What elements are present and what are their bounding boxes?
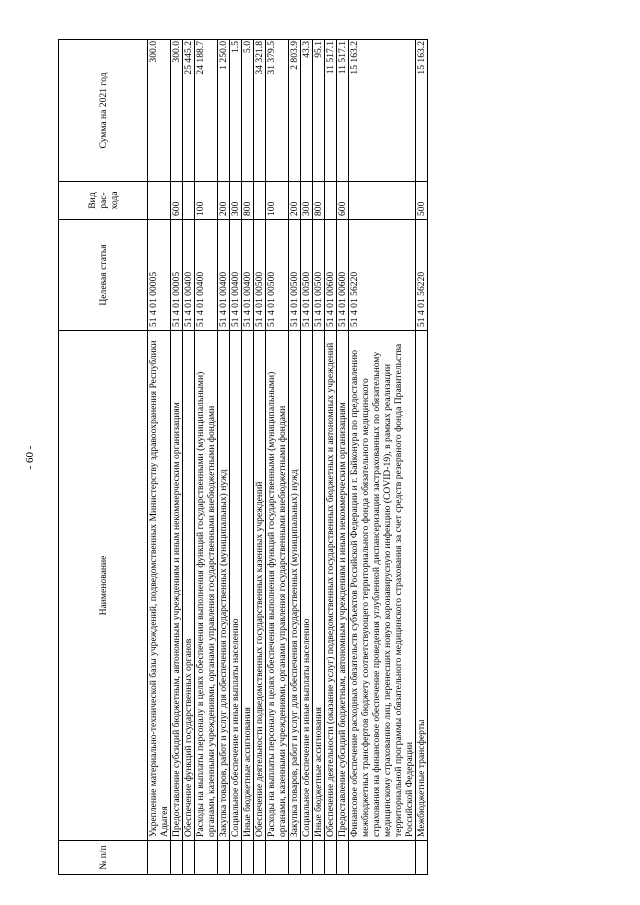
row-code: 51 4 01 00400 bbox=[195, 220, 218, 331]
row-vr bbox=[254, 182, 266, 220]
row-code: 51 4 01 56220 bbox=[349, 220, 416, 331]
header-num: № п/п bbox=[59, 841, 148, 875]
row-vr: 100 bbox=[195, 182, 218, 220]
table-row bbox=[416, 40, 428, 875]
row-name: Социальное обеспечение и иные выплаты населению bbox=[301, 331, 313, 841]
row-sum: 25 445.2 bbox=[183, 40, 195, 182]
row-code: 51 4 01 00500 bbox=[313, 220, 325, 331]
row-num bbox=[230, 841, 242, 875]
header-sum: Сумма на 2021 год bbox=[59, 40, 148, 182]
row-sum: 24 188.7 bbox=[195, 40, 218, 182]
row-name: Обеспечение деятельности (оказание услуг) подведомственных государственных бюджетных и автономных учреждений bbox=[325, 331, 337, 841]
row-name: Предоставление субсидий бюджетным, автономным учреждениям и иным некоммерческим организациям bbox=[337, 331, 349, 841]
row-name: Обеспечение функций государственных органов bbox=[183, 331, 195, 841]
row-name: Расходы на выплаты персоналу в целях обеспечения выполнения функций государственными (муниципальными) органами, казенными учреждениями, органами управления государственными внебюджетными фондами bbox=[266, 331, 289, 841]
table-row bbox=[195, 40, 218, 875]
row-code: 51 4 01 00500 bbox=[289, 220, 301, 331]
row-name: Закупка товаров, работ и услуг для обеспечения государственных (муниципальных) нужд bbox=[289, 331, 301, 841]
row-vr bbox=[325, 182, 337, 220]
row-sum: 300.0 bbox=[148, 40, 171, 182]
row-code: 51 4 01 00005 bbox=[171, 220, 183, 331]
table-row bbox=[266, 40, 289, 875]
row-num bbox=[301, 841, 313, 875]
rotated-page bbox=[20, 40, 620, 875]
row-sum: 1.5 bbox=[230, 40, 242, 182]
row-name: Иные бюджетные ассигнования bbox=[313, 331, 325, 841]
row-vr: 100 bbox=[266, 182, 289, 220]
row-num bbox=[266, 841, 289, 875]
row-code: 51 4 01 00600 bbox=[325, 220, 337, 331]
row-vr: 200 bbox=[218, 182, 230, 220]
table-row bbox=[289, 40, 301, 875]
table-row bbox=[183, 40, 195, 875]
row-vr: 800 bbox=[242, 182, 254, 220]
table-row bbox=[349, 40, 416, 875]
table-row bbox=[148, 40, 171, 875]
row-vr: 300 bbox=[301, 182, 313, 220]
row-code: 51 4 01 00400 bbox=[242, 220, 254, 331]
row-num bbox=[349, 841, 416, 875]
row-num bbox=[183, 841, 195, 875]
row-vr: 300 bbox=[230, 182, 242, 220]
row-sum: 2 803.9 bbox=[289, 40, 301, 182]
row-name: Иные бюджетные ассигнования bbox=[242, 331, 254, 841]
header-name: Наименование bbox=[59, 331, 148, 841]
row-code: 51 4 01 00600 bbox=[337, 220, 349, 331]
header-code: Целевая статья bbox=[59, 220, 148, 331]
row-name: Социальное обеспечение и иные выплаты населению bbox=[230, 331, 242, 841]
table-row bbox=[254, 40, 266, 875]
row-num bbox=[337, 841, 349, 875]
row-name: Расходы на выплаты персоналу в целях обеспечения выполнения функций государственными (муниципальными) органами, казенными учреждениями, органами управления государственными внебюджетными фондами bbox=[195, 331, 218, 841]
row-sum: 11 517.1 bbox=[337, 40, 349, 182]
row-vr bbox=[148, 182, 171, 220]
row-code: 51 4 01 00400 bbox=[218, 220, 230, 331]
table-row bbox=[337, 40, 349, 875]
table-row bbox=[171, 40, 183, 875]
row-num bbox=[242, 841, 254, 875]
row-name: Обеспечение деятельности подведомственных государственных казенных учреждений bbox=[254, 331, 266, 841]
row-vr: 800 bbox=[313, 182, 325, 220]
header-vr: Вид рас- хода bbox=[59, 182, 148, 220]
row-name: Межбюджетные трансферты bbox=[416, 331, 428, 841]
table-row bbox=[230, 40, 242, 875]
row-vr: 200 bbox=[289, 182, 301, 220]
row-code: 51 4 01 56220 bbox=[416, 220, 428, 331]
row-num bbox=[195, 841, 218, 875]
row-num bbox=[289, 841, 301, 875]
table-row bbox=[313, 40, 325, 875]
row-num bbox=[218, 841, 230, 875]
row-sum: 34 321.8 bbox=[254, 40, 266, 182]
row-sum: 95.1 bbox=[313, 40, 325, 182]
table-row bbox=[242, 40, 254, 875]
row-sum: 15 163.2 bbox=[349, 40, 416, 182]
row-sum: 300.0 bbox=[171, 40, 183, 182]
row-vr: 600 bbox=[171, 182, 183, 220]
row-num bbox=[416, 841, 428, 875]
row-num bbox=[325, 841, 337, 875]
row-code: 51 4 01 00400 bbox=[230, 220, 242, 331]
table-row bbox=[301, 40, 313, 875]
row-code: 51 4 01 00400 bbox=[183, 220, 195, 331]
row-sum: 5.0 bbox=[242, 40, 254, 182]
row-vr bbox=[183, 182, 195, 220]
row-sum: 15 163.2 bbox=[416, 40, 428, 182]
row-num bbox=[313, 841, 325, 875]
table-row bbox=[325, 40, 337, 875]
table-header-row bbox=[59, 40, 148, 875]
row-code: 51 4 01 00500 bbox=[254, 220, 266, 331]
budget-table bbox=[58, 39, 428, 875]
row-name: Закупка товаров, работ и услуг для обеспечения государственных (муниципальных) нужд bbox=[218, 331, 230, 841]
row-name: Финансовое обеспечение расходных обязательств субъектов Российской Федерации и г. Байконура по предоставлению межбюджетных трансфертов бюджету соответствующего территориального фонда обязательного медицинского страхования на финансовое обеспечение проведения углубленной диспансеризации застрахованных по обязательному медицинскому страхованию лиц, перенесших новую коронавирусную инфекцию (COVID-19), в рамках реализации территориальной программы обязательного медицинского страхования за счет средств резервного фонда Правительства Российской Федерации bbox=[349, 331, 416, 841]
row-code: 51 4 01 00500 bbox=[266, 220, 289, 331]
row-vr: 500 bbox=[416, 182, 428, 220]
row-sum: 43.3 bbox=[301, 40, 313, 182]
row-vr: 600 bbox=[337, 182, 349, 220]
row-num bbox=[148, 841, 171, 875]
row-sum: 1 250.0 bbox=[218, 40, 230, 182]
row-code: 51 4 01 00005 bbox=[148, 220, 171, 331]
row-sum: 31 379.5 bbox=[266, 40, 289, 182]
row-num bbox=[171, 841, 183, 875]
row-num bbox=[254, 841, 266, 875]
row-sum: 11 517.1 bbox=[325, 40, 337, 182]
row-name: Укрепление материально-технической базы учреждений, подведомственных Министерству здравоохранения Республики Адыгея bbox=[148, 331, 171, 841]
row-vr bbox=[349, 182, 416, 220]
row-code: 51 4 01 00500 bbox=[301, 220, 313, 331]
table-row bbox=[218, 40, 230, 875]
page-number: - 60 - bbox=[24, 445, 36, 470]
row-name: Предоставление субсидий бюджетным, автономным учреждениям и иным некоммерческим организациям bbox=[171, 331, 183, 841]
